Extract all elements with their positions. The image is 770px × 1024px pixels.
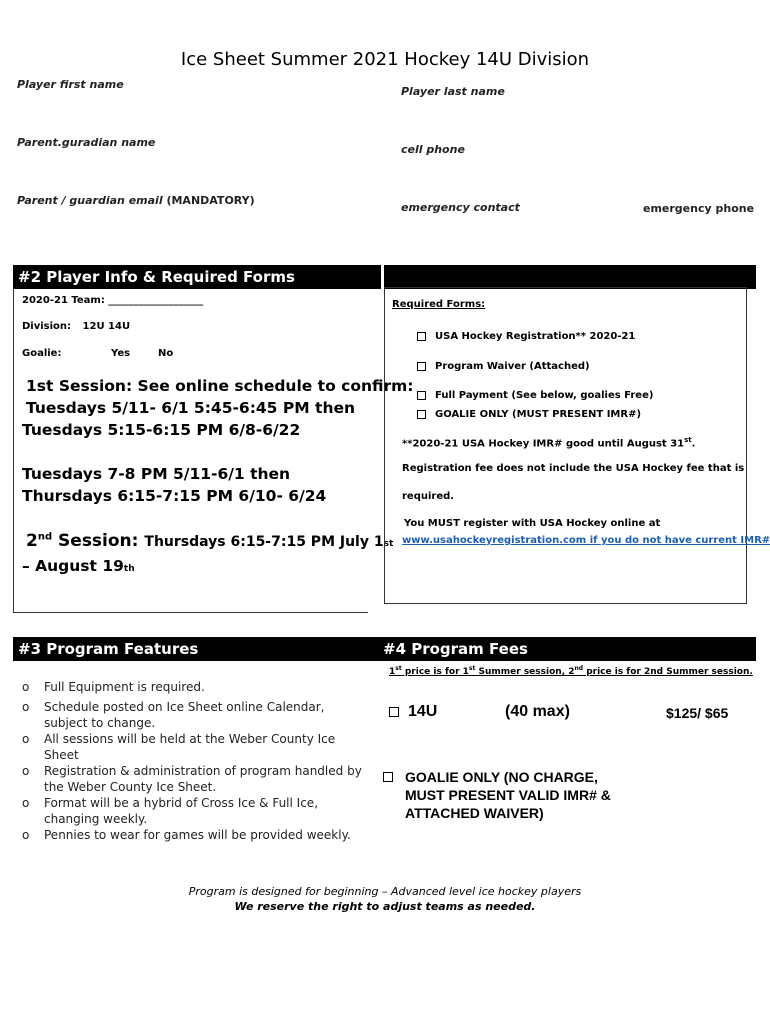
usa-hockey-registration-link[interactable]: www.usahockeyregistration.com if you do not have current IMR# [402, 535, 770, 546]
division-value: 12U 14U [82, 321, 131, 332]
player-first-name-label: Player first name [17, 78, 124, 91]
footer-line1: Program is designed for beginning – Advanced level ice hockey players [188, 885, 582, 898]
list-item [22, 763, 372, 795]
feature-text: subject to change. [44, 716, 156, 730]
imr-note-text: **2020-21 USA Hockey IMR# good until August 31 [402, 438, 685, 450]
cell-phone-label: cell phone [401, 143, 465, 156]
fee-max: (40 max) [505, 703, 570, 720]
section2-header-right-bar [384, 265, 756, 289]
page-title: Ice Sheet Summer 2021 Hockey 14U Division [180, 49, 590, 70]
session1-line1: 1st Session: See online schedule to confirm: [26, 377, 414, 395]
goalie-fee-line2: MUST PRESENT VALID IMR# & [405, 787, 611, 803]
parent-email-text: Parent / guardian email [17, 194, 163, 207]
section3-header: #3 Program Features [13, 637, 378, 661]
session1-line2: Tuesdays 5/11- 6/1 5:45-6:45 PM then [26, 399, 356, 417]
feature-text: All sessions will be held at the Weber County Ice [44, 732, 336, 746]
section4-header: #4 Program Fees [378, 637, 756, 661]
session2-line1 [26, 530, 393, 553]
goalie-label: Goalie: [22, 348, 62, 359]
list-item [22, 731, 372, 763]
feature-text: Sheet [44, 748, 79, 762]
checkbox-goalie-fee[interactable] [383, 772, 393, 782]
checkbox-waiver[interactable] [417, 362, 426, 371]
imr-note-sup: st [684, 436, 692, 444]
list-item [22, 827, 372, 843]
fee-note-line1: Registration fee does not include the USA Hockey fee that is [402, 463, 745, 474]
session2-line2 [22, 555, 135, 577]
session2-sup: nd [37, 531, 53, 543]
feature-text: the Weber County Ice Sheet. [44, 780, 217, 794]
list-item [22, 699, 372, 731]
session1-line5: Thursdays 6:15-7:15 PM 6/10- 6/24 [22, 487, 327, 505]
note-part: 1 [389, 667, 396, 677]
must-register-note: You MUST register with USA Hockey online at [404, 518, 661, 529]
session2-end-date: – August 19 [22, 557, 124, 575]
bullet-icon: o [22, 796, 30, 810]
footer-line2: We reserve the right to adjust teams as needed. [234, 900, 536, 913]
team-field: 2020-21 Team: ___________________ [22, 295, 204, 306]
player-last-name-label: Player last name [401, 85, 505, 98]
session2-sup2: st [383, 539, 394, 549]
form-item-usa-hockey [417, 331, 635, 342]
form-item-goalie [417, 409, 641, 420]
form-item-waiver [417, 361, 590, 372]
fee-note-line2: required. [402, 491, 455, 502]
required-forms-title: Required Forms: [392, 299, 486, 310]
form-item-label: USA Hockey Registration** 2020-21 [435, 331, 636, 342]
goalie-yes-option[interactable]: Yes [111, 348, 131, 359]
emergency-contact-label: emergency contact [401, 201, 520, 214]
feature-text: changing weekly. [44, 812, 148, 826]
division-field [22, 321, 130, 332]
note-sup: nd [574, 665, 584, 672]
goalie-fee-row [383, 768, 611, 822]
session2-sup3: th [123, 564, 135, 574]
session1-line4: Tuesdays 7-8 PM 5/11-6/1 then [22, 465, 291, 483]
checkbox-14u[interactable] [389, 707, 399, 717]
emergency-phone-label: emergency phone [643, 202, 755, 215]
list-item [22, 795, 372, 827]
bullet-icon: o [22, 700, 30, 714]
feature-text: Format will be a hybrid of Cross Ice & Full Ice, [44, 796, 319, 810]
note-part: price is for 1 [401, 667, 469, 677]
note-sup: st [395, 665, 402, 672]
division-label: Division: [22, 321, 72, 332]
goalie-fee-line1: GOALIE ONLY (NO CHARGE, [405, 769, 598, 785]
session2-number: 2 [26, 531, 38, 551]
session2-time: Thursdays 6:15-7:15 PM July 1 [144, 534, 384, 550]
feature-text: Pennies to wear for games will be provided weekly. [44, 828, 351, 842]
note-part: price is for 2nd Summer session. [583, 667, 753, 677]
imr-note [402, 436, 695, 449]
feature-text: Registration & administration of program handled by [44, 764, 362, 778]
fee-row-14u [389, 703, 437, 721]
list-item [22, 679, 372, 695]
form-item-payment [417, 390, 653, 401]
form-item-label: Program Waiver (Attached) [435, 361, 590, 372]
goalie-fee-line3: ATTACHED WAIVER) [405, 805, 544, 821]
session2-label: Session: [52, 531, 145, 551]
form-item-label: Full Payment (See below, goalies Free) [435, 390, 654, 401]
bullet-icon: o [22, 764, 30, 778]
parent-email-label [17, 194, 255, 207]
bullet-icon: o [22, 828, 30, 842]
section2-header: #2 Player Info & Required Forms [13, 265, 381, 289]
note-sup: st [468, 665, 476, 672]
bullet-icon: o [22, 680, 30, 694]
fees-price-note [389, 665, 753, 677]
features-list [22, 679, 372, 843]
fee-price: $125/ $65 [666, 705, 729, 721]
goalie-field [22, 348, 174, 359]
checkbox-usa-hockey[interactable] [417, 332, 426, 341]
mandatory-note: (MANDATORY) [166, 194, 255, 207]
feature-text: Full Equipment is required. [44, 680, 205, 694]
fee-division: 14U [408, 703, 438, 720]
goalie-no-option[interactable]: No [158, 348, 174, 359]
checkbox-goalie[interactable] [417, 410, 426, 419]
bullet-icon: o [22, 732, 30, 746]
feature-text: Schedule posted on Ice Sheet online Calendar, [44, 700, 325, 714]
note-part: Summer session, 2 [475, 667, 575, 677]
parent-name-label: Parent.guradian name [17, 136, 156, 149]
form-item-label: GOALIE ONLY (MUST PRESENT IMR#) [435, 409, 642, 420]
session1-line3: Tuesdays 5:15-6:15 PM 6/8-6/22 [22, 421, 301, 439]
imr-note-end: . [691, 438, 696, 450]
checkbox-payment[interactable] [417, 391, 426, 400]
